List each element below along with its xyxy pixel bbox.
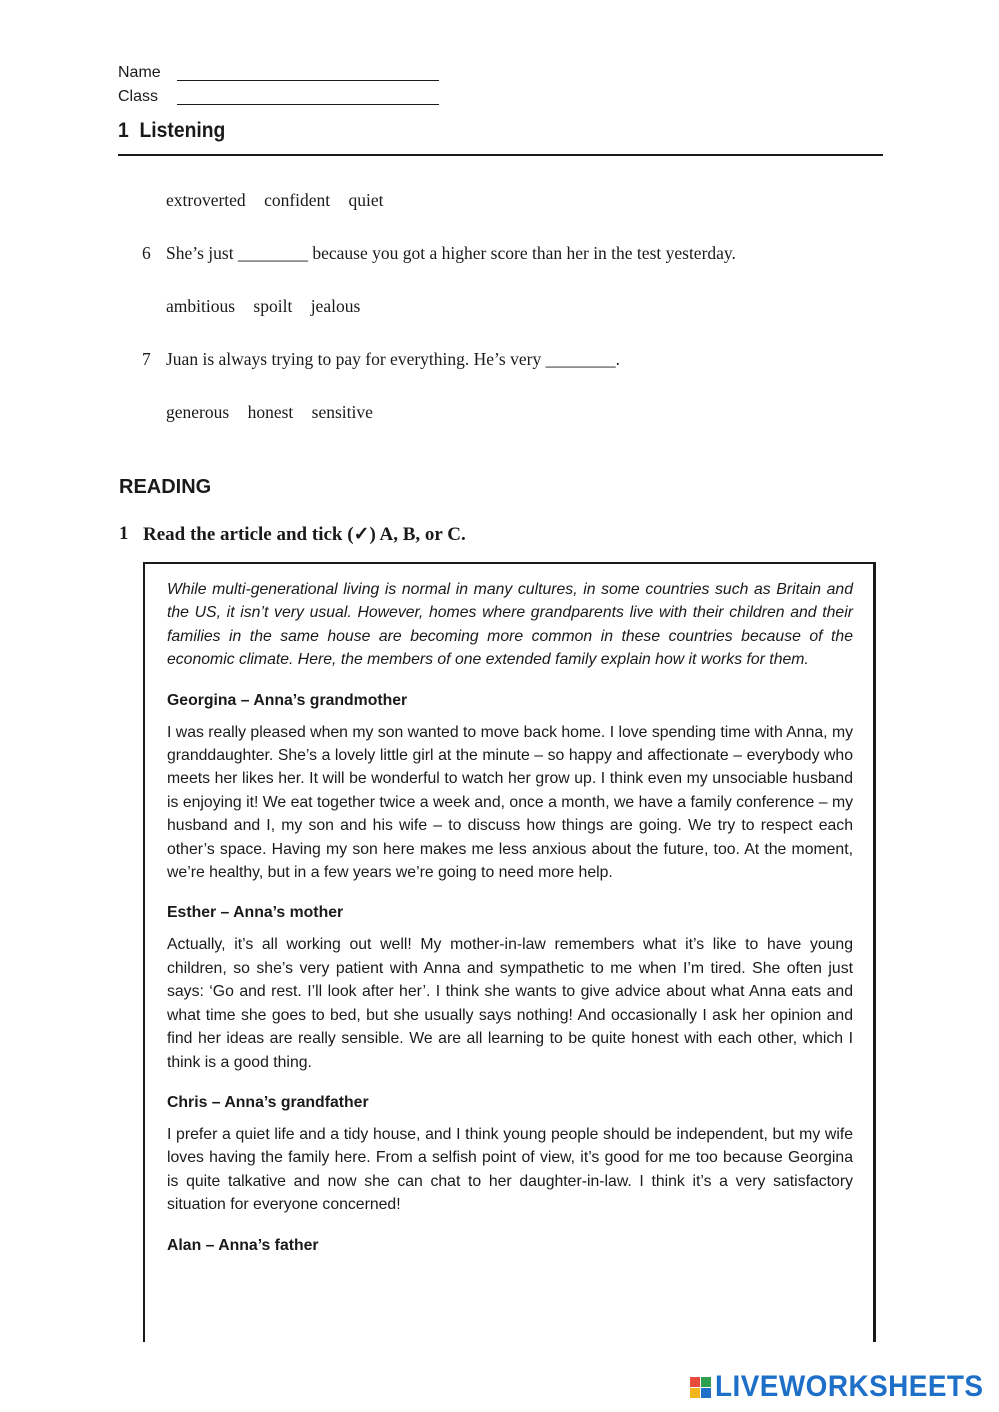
class-field[interactable] (177, 90, 439, 105)
section-heading-chris: Chris – Anna’s grandfather (167, 1093, 369, 1111)
section-text-chris: I prefer a quiet life and a tidy house, and I think young people should be independent, but my wife loves having the family here. From a selfish point of view, it’s good for me too because Georgina is quite talkative and now she can chat to her daughter-in-law. I think it’s a very satisfactory situation for everyone concerned! (167, 1125, 853, 1214)
section-heading-georgina: Georgina – Anna’s grandmother (167, 691, 408, 709)
section-divider (118, 154, 883, 156)
name-label: Name (118, 64, 161, 81)
option[interactable]: ambitious (166, 296, 236, 316)
reading-instruction: Read the article and tick (✓) A, B, or C. (143, 524, 466, 545)
section-title: 1 Listening (118, 119, 226, 142)
logo-text: LIVEWORKSHEETS (715, 1370, 984, 1403)
question-6-number: 6 (142, 243, 151, 263)
option[interactable]: jealous (310, 296, 361, 316)
option[interactable]: confident (264, 190, 331, 210)
reading-instruction-number: 1 (119, 523, 129, 544)
options-q5 (166, 190, 398, 211)
section-text-esther: Actually, it’s all working out well! My mother-in-law remembers what it’s like to have young children, so she’s very patient with Anna and sympathetic to me when I’m tired. She often just says: ‘Go and rest. I’ll look after her’. I think she wants to give advice about what Anna eats and what time she goes to bed, but she usually says nothing! And occasionally I ask her opinion and find her ideas are really sensible. We are all learning to be quite honest with each other, which I think is a good thing. (167, 936, 853, 1071)
option[interactable]: quiet (348, 190, 384, 210)
liveworksheets-logo[interactable] (690, 1372, 999, 1402)
options-q6 (166, 296, 374, 317)
section-text-georgina: I was really pleased when my son wanted to move back home. I love spending time with Anna, my granddaughter. She’s a lovely little girl at the minute – so happy and affectionate – everybody who meets her likes her. It will be wonderful to watch her grow up. I think even my unsociable husband is enjoying it! We eat together twice a week and, once a month, we have a family conference – my husband and I, my son and his wife – to discuss how things are going. We try to respect each other’s space. Having my son here makes me less anxious about the future, too. At the moment, we’re healthy, but in a few years we’re going to need more help. (167, 723, 853, 882)
option[interactable]: sensitive (311, 402, 373, 422)
reading-heading: READING (119, 476, 212, 498)
name-field[interactable] (177, 66, 439, 81)
options-q7 (166, 402, 387, 423)
section-heading-esther: Esther – Anna’s mother (167, 904, 344, 922)
question-7-number: 7 (142, 349, 151, 369)
logo-icon (690, 1377, 711, 1398)
option[interactable]: generous (166, 402, 230, 422)
article-box (143, 562, 876, 1342)
option[interactable]: honest (247, 402, 294, 422)
question-6-text: She’s just ________ because you got a higher score than her in the test yesterday. (166, 243, 736, 263)
option[interactable]: spoilt (253, 296, 293, 316)
class-label: Class (118, 88, 159, 105)
option[interactable]: extroverted (166, 190, 246, 210)
article-intro: While multi-generational living is normal in many cultures, in some countries such as Britain and the US, it isn’t very usual. However, homes where grandparents live with their children and their families in the same house are becoming more common in these countries because of the economic climate. Here, the members of one extended family explain how it works for them. (167, 581, 853, 669)
section-heading-alan: Alan – Anna’s father (167, 1236, 319, 1254)
question-7-text: Juan is always trying to pay for everything. He’s very ________. (166, 349, 620, 369)
